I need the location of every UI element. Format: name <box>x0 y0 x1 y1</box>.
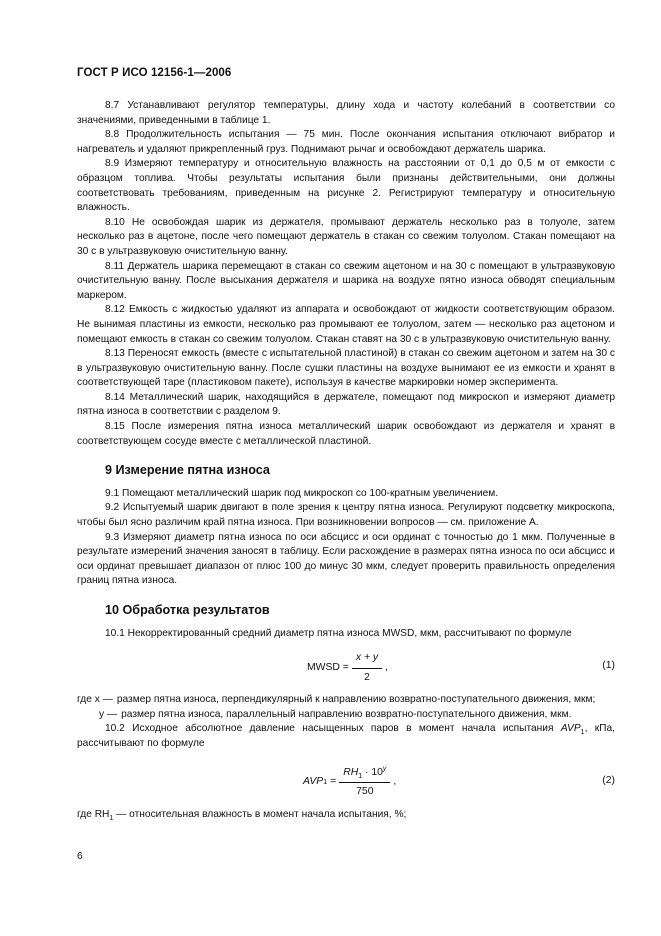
paragraph-8-7: 8.7 Устанавливают регулятор температуры, длину хода и частоту колебаний в соответствии со значениями, приведенными в таблице 1. <box>77 100 615 126</box>
formula-2-denominator: 750 <box>356 786 374 798</box>
formula-2-expression: AVP 1 = $\frac{RH_1 \cdot 10^y}{750}$ , <box>303 766 396 800</box>
section-9-heading: 9 Измерение пятна износа <box>105 463 270 478</box>
paragraph-8-8: 8.8 Продолжительность испытания — 75 мин. После окончания испытания отключают вибратор и нагреватель и удаляют прикрепленный груз. Поднимают рычаг и освобождают держатель шарика. <box>77 129 615 155</box>
formula-1-trail: , <box>385 661 388 673</box>
formula-2-fraction <box>339 766 390 800</box>
formula-2-eq: = <box>330 776 337 788</box>
paragraph-9-3: 9.3 Измеряют диаметр пятна износа по оси абсцисс и оси ординат с точностью до 1 мкм. Полученные в результате измерений значения заносят в таблицу. Если расхождение в размерах пятна износа по оси абсцисс и оси ординат превышает диапазон от плюс 100 до минус 30 мкм, следует проверить правильность определения границ пятна износа. <box>77 531 615 587</box>
paragraph-8-15: 8.15 После измерения пятна износа металлический шарик освобождают из держателя и хранят в соответствующем сосуде вместе с металлической пластиной. <box>77 421 615 447</box>
formula-1-numerator: x + y <box>352 651 382 669</box>
formula-2-num-sup: y <box>382 765 387 773</box>
document-header: ГОСТ Р ИСО 12156-1—2006 <box>77 67 232 79</box>
paragraph-10-1: 10.1 Некорректированный средний диаметр пятна износа MWSD, мкм, рассчитывают по формуле <box>105 627 572 639</box>
paragraph-8-11: 8.11 Держатель шарика перемещают в стакан со свежим ацетоном и на 30 с помещают в ультразвуковую очистительную ванну. После высыхания держателя и шарика на воздухе пятно износа обводят специальным маркером. <box>77 260 615 301</box>
formula-2 <box>77 762 615 802</box>
definition-rh-sub: 1 <box>109 814 114 822</box>
formula-1-fraction <box>352 651 382 685</box>
definition-y-desc: размер пятна износа, параллельный направлению возвратно-поступательного движения, мкм. <box>121 708 572 720</box>
formula-1-expression <box>307 651 388 685</box>
formula-2-trail: , <box>393 776 397 788</box>
paragraph-10-2-var: AVP <box>560 723 581 735</box>
definition-x-term: где x — <box>77 694 113 706</box>
document-body <box>77 99 615 822</box>
paragraph-8-9: 8.9 Измеряют температуру и относительную влажность на расстоянии от 0,1 до 0,5 м от емкости с образцом топлива. Чтобы результаты испытания были признаны действительными, они должны соответствовать требованиям, приведенным на рисунке 2. Регистрируют температуру и относительную влажность. <box>77 158 615 214</box>
definition-x <box>77 693 615 708</box>
paragraph-10-2 <box>77 722 615 751</box>
section-10-heading: 10 Обработка результатов <box>105 603 270 617</box>
formula-1-number: (1) <box>602 660 615 672</box>
paragraph-10-2-end: , кПа, рассчитывают по формуле <box>77 723 615 749</box>
formula-1-denominator: 2 <box>364 671 370 683</box>
formula-2-num-mid: · 10 <box>362 766 383 778</box>
formula-2-numerator <box>339 766 390 784</box>
definition-y-term: y — <box>99 708 118 720</box>
paragraph-8-13: 8.13 Переносят емкость (вместе с испытательной пластиной) в стакан со свежим ацетоном и затем на 30 с в ультразвуковую очистительную ванну. После сушки пластины на воздухе вынимают ее из емкости и хранят в соответствующей таре (пластиковом пакете), используя в качестве маркировки номер эксперимента. <box>77 348 615 389</box>
formula-2-lhs: AVP <box>303 776 324 788</box>
paragraph-8-12: 8.12 Емкость с жидкостью удаляют из аппарата и освобождают от жидкости соответствующим образом. Не вынимая пластины из емкости, несколько раз промывают ее толуолом, затем — несколько раз ацетоном и помещают емкость в стакан со свежим толуолом. Стакан ставят на 30 с в ультразвуковую очистительную ванну. <box>77 304 615 345</box>
paragraph-8-14: 8.14 Металлический шарик, находящийся в держателе, помещают под микроскоп и измеряют диаметр пятна износа в соответствии с разделом 9. <box>77 391 615 418</box>
definition-y <box>99 708 615 723</box>
formula-2-num-var: RH <box>343 766 359 778</box>
paragraph-8-10: 8.10 Не освобождая шарик из держателя, промывают держатель несколько раз в толуоле, затем несколько раз в ацетоне, после чего помещают держатель в стакан со свежим толуолом. Стакан помещают на 30 с в ультразвуковую очистительную ванну. <box>77 216 615 257</box>
formula-1-lhs: MWSD = <box>307 661 349 673</box>
paragraph-10-2-sub: 1 <box>580 729 585 737</box>
formula-2-num-sub: 1 <box>358 772 363 780</box>
formula-1 <box>77 647 615 687</box>
definition-rh <box>77 808 615 823</box>
formula-2-number: (2) <box>602 774 615 786</box>
paragraph-9-1: 9.1 Помещают металлический шарик под микроскоп со 100-кратным увеличением. <box>105 487 499 499</box>
page-number: 6 <box>77 851 83 862</box>
definition-x-desc: размер пятна износа, перпендикулярный к направлению возвратно-поступательного движения, мкм; <box>116 694 596 706</box>
definition-rh-term: где RH <box>77 808 110 820</box>
paragraph-10-2-start: 10.2 Исходное абсолютное давление насыщенных паров в момент начала испытания <box>105 723 561 735</box>
definition-rh-desc: — относительная влажность в момент начала испытания, %; <box>113 808 407 820</box>
paragraph-9-2: 9.2 Испытуемый шарик двигают в поле зрения к центру пятна износа. Регулируют подсветку микроскопа, чтобы был ясно различим край пятна износа. При возникновении вопросов — см. приложение А. <box>77 502 615 529</box>
